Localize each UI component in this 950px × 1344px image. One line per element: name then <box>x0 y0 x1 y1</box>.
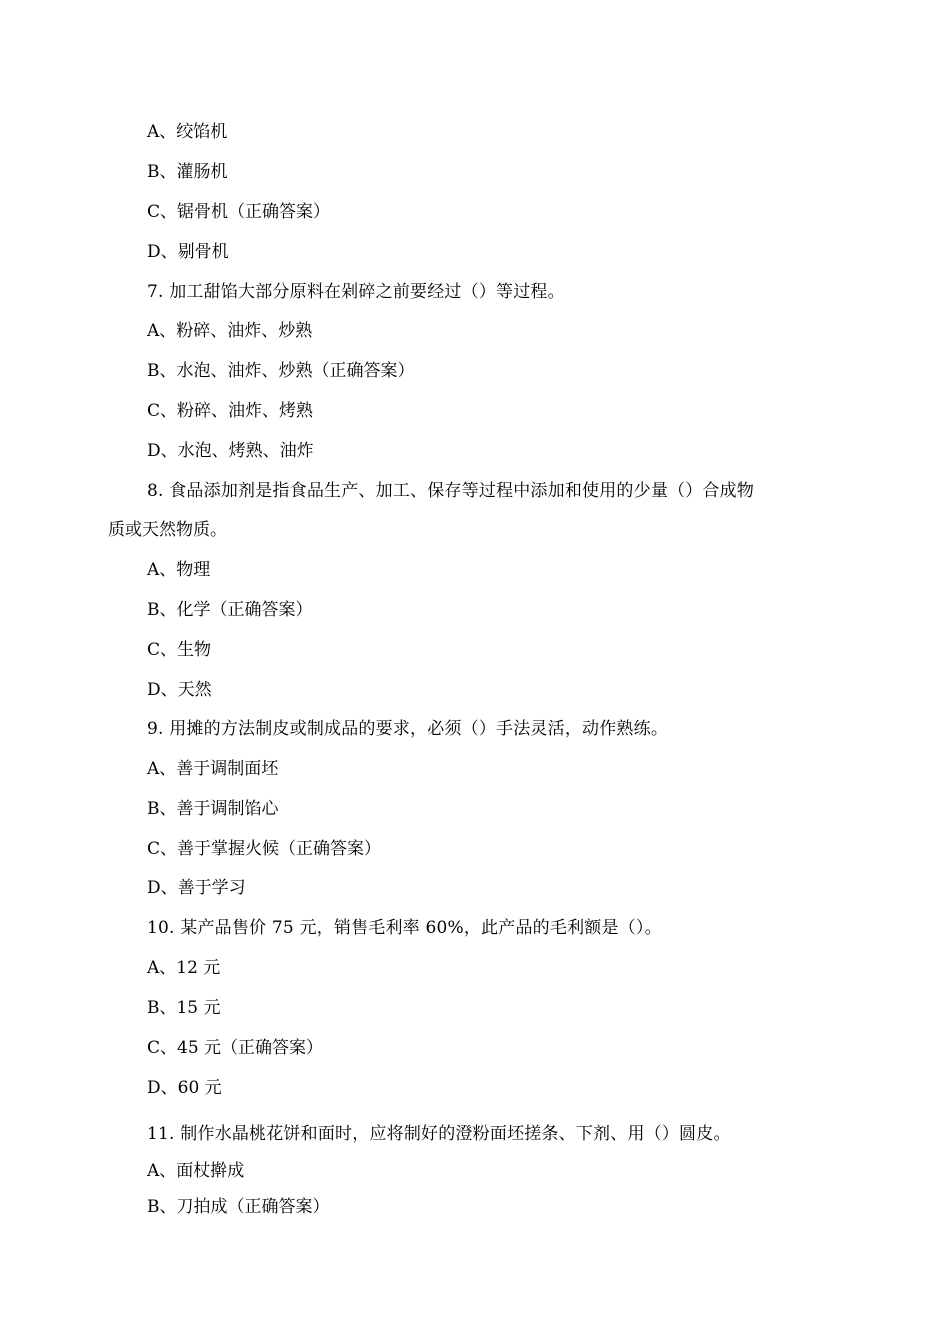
option-d-q6: D、剔骨机 <box>147 242 229 262</box>
option-b-q8: B、化学（正确答案） <box>147 600 313 620</box>
option-a-q11: A、面杖擀成 <box>147 1161 245 1181</box>
option-d-q8: D、天然 <box>147 680 212 700</box>
option-d-q10: D、60 元 <box>147 1078 222 1098</box>
option-d-q9: D、善于学习 <box>147 878 246 898</box>
option-c-q6: C、锯骨机（正确答案） <box>147 202 331 222</box>
question-11: 11. 制作水晶桃花饼和面时，应将制好的澄粉面坯搓条、下剂、用（）圆皮。 <box>147 1124 731 1144</box>
option-b-q9: B、善于调制馅心 <box>147 799 279 819</box>
option-a-q6: A、绞馅机 <box>147 122 228 142</box>
option-c-q7: C、粉碎、油炸、烤熟 <box>147 401 314 421</box>
option-a-q8: A、物理 <box>147 560 211 580</box>
question-7: 7. 加工甜馅大部分原料在剁碎之前要经过（）等过程。 <box>147 282 565 302</box>
question-10: 10. 某产品售价 75 元，销售毛利率 60%，此产品的毛利额是（）。 <box>147 918 662 938</box>
question-8: 8. 食品添加剂是指食品生产、加工、保存等过程中添加和使用的少量（）合成物 <box>147 481 755 501</box>
option-b-q10: B、15 元 <box>147 998 221 1018</box>
option-b-q7: B、水泡、油炸、炒熟（正确答案） <box>147 361 415 381</box>
option-b-q11: B、刀拍成（正确答案） <box>147 1197 330 1217</box>
option-a-q10: A、12 元 <box>147 958 221 978</box>
option-c-q10: C、45 元（正确答案） <box>147 1038 324 1058</box>
option-c-q9: C、善于掌握火候（正确答案） <box>147 839 382 859</box>
question-9: 9. 用摊的方法制皮或制成品的要求，必须（）手法灵活，动作熟练。 <box>147 719 669 739</box>
option-a-q9: A、善于调制面坯 <box>147 759 279 779</box>
option-c-q8: C、生物 <box>147 640 212 660</box>
option-d-q7: D、水泡、烤熟、油炸 <box>147 441 314 461</box>
option-a-q7: A、粉碎、油炸、炒熟 <box>147 321 313 341</box>
question-8-continued: 质或天然物质。 <box>108 520 227 540</box>
option-b-q6: B、灌肠机 <box>147 162 228 182</box>
